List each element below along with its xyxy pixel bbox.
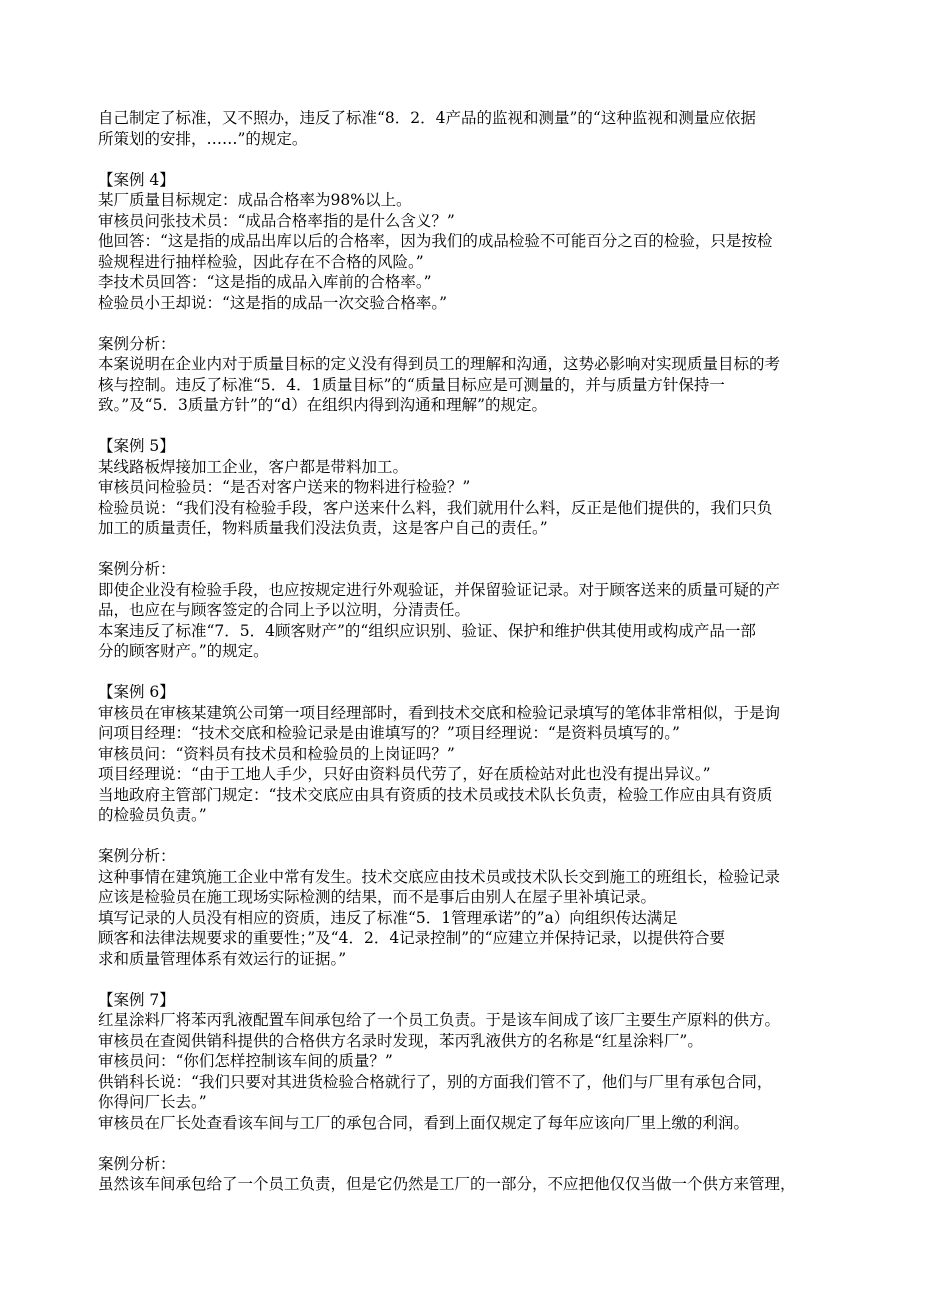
text-line: 顾客和法律法规要求的重要性；”及“4．2．4记录控制”的“应建立并保持记录，以提供符合要	[98, 929, 726, 947]
case-heading: 【案例 6】	[98, 683, 175, 701]
text-line: 案例分析：	[98, 334, 176, 353]
text-line: 某线路板焊接加工企业，客户都是带料加工。	[98, 457, 409, 476]
text-line: 审核员问：“资料员有技术员和检验员的上岗证吗？”	[98, 744, 455, 763]
text-line: 审核员在厂长处查看该车间与工厂的承包合同，看到上面仅规定了每年应该向厂里上缴的利润。	[98, 1113, 750, 1132]
text-line: 审核员问检验员：“是否对客户送来的物料进行检验？”	[98, 478, 471, 496]
blank-line	[98, 662, 910, 683]
blank-line	[98, 1133, 910, 1154]
case-heading: 【案例 5】	[98, 437, 175, 455]
text-line: 验规程进行抽样检验，因此存在不合格的风险。”	[98, 252, 424, 271]
text-line: 审核员在查阅供销科提供的合格供方名录时发现，苯丙乳液供方的名称是“红星涂料厂”。	[98, 1031, 703, 1050]
text-line: 填写记录的人员没有相应的资质，违反了标准“5．1管理承诺”的”a）向组织传达满足	[98, 908, 678, 927]
text-line: 李技术员回答：“这是指的成品入库前的合格率。”	[98, 273, 432, 291]
text-line: 本案说明在企业内对于质量目标的定义没有得到员工的理解和沟通，这势必影响对实现质量目标的考	[98, 355, 781, 373]
blank-line	[98, 826, 910, 847]
blank-line	[98, 416, 910, 437]
text-line: 应该是检验员在施工现场实际检测的结果，而不是事后由别人在屋子里补填记录。	[98, 888, 657, 906]
text-line: 本案违反了标准“7．5．4顾客财产”的“组织应识别、验证、保护和维护供其使用或构成产品一部	[98, 621, 756, 640]
document-body	[98, 108, 910, 1195]
text-line: 某厂质量目标规定：成品合格率为98%以上。	[98, 191, 412, 209]
text-line: 致。”及“5．3质量方针”的“d）在组织内得到沟通和理解”的规定。	[98, 396, 548, 414]
text-line: 检验员小王却说：“这是指的成品一次交验合格率。”	[98, 293, 448, 312]
text-line: 他回答：“这是指的成品出库以后的合格率，因为我们的成品检验不可能百分之百的检验，只是按检	[98, 232, 773, 250]
blank-line	[98, 313, 910, 334]
text-line: 所策划的安排，……”的规定。	[98, 129, 308, 148]
text-line: 问项目经理：“技术交底和检验记录是由谁填写的？”项目经理说：“是资料员填写的。”	[98, 724, 680, 742]
text-line: 加工的质量责任，物料质量我们没法负责，这是客户自己的责任。”	[98, 519, 548, 537]
text-line: 你得问厂长去。”	[98, 1093, 207, 1111]
text-line: 检验员说：“我们没有检验手段，客户送来什么料，我们就用什么料，反正是他们提供的，我们只负	[98, 498, 773, 517]
text-line: 这种事情在建筑施工企业中常有发生。技术交底应由技术员或技术队长交到施工的班组长，检验记录	[98, 867, 781, 886]
text-line: 虽然该车间承包给了一个员工负责，但是它仍然是工厂的一部分，不应把他仅仅当做一个供方来管理，	[98, 1175, 796, 1193]
text-line: 项目经理说：“由于工地人手少，只好由资料员代劳了，好在质检站对此也没有提出异议。”	[98, 765, 711, 783]
blank-line	[98, 969, 910, 990]
blank-line	[98, 539, 910, 560]
text-line: 分的顾客财产。”的规定。	[98, 642, 269, 660]
case-heading: 【案例 4】	[98, 170, 175, 189]
text-line: 审核员问张技术员：“成品合格率指的是什么含义？”	[98, 211, 455, 230]
text-line: 案例分析：	[98, 847, 176, 865]
text-line: 审核员在审核某建筑公司第一项目经理部时，看到技术交底和检验记录填写的笔体非常相似，于是询	[98, 703, 781, 722]
text-line: 核与控制。违反了标准“5．4．1质量目标”的“质量目标应是可测量的，并与质量方针保持一	[98, 375, 725, 394]
text-line: 自己制定了标准，又不照办，违反了标准“8．2．4产品的监视和测量”的“这种监视和测量应依据	[98, 109, 756, 127]
text-line: 案例分析：	[98, 560, 176, 578]
text-line: 供销科长说：“我们只要对其进货检验合格就行了，别的方面我们管不了，他们与厂里有承包合同，	[98, 1072, 773, 1091]
text-line: 求和质量管理体系有效运行的证据。”	[98, 949, 347, 968]
text-line: 的检验员负责。”	[98, 806, 207, 824]
text-line: 案例分析：	[98, 1154, 176, 1173]
text-line: 即使企业没有检验手段，也应按规定进行外观验证，并保留验证记录。对于顾客送来的质量可疑的产	[98, 580, 781, 599]
blank-line	[98, 149, 910, 170]
text-line: 当地政府主管部门规定：“技术交底应由具有资质的技术员或技术队长负责，检验工作应由具有资质	[98, 785, 773, 804]
text-line: 品，也应在与顾客签定的合同上予以泣明，分清责任。	[98, 601, 471, 619]
case-heading: 【案例 7】	[98, 990, 175, 1009]
text-line: 审核员问：“你们怎样控制该车间的质量？”	[98, 1052, 393, 1070]
text-line: 红星涂料厂将苯丙乳液配置车间承包给了一个员工负责。于是该车间成了该厂主要生产原料的供方。	[98, 1011, 781, 1029]
